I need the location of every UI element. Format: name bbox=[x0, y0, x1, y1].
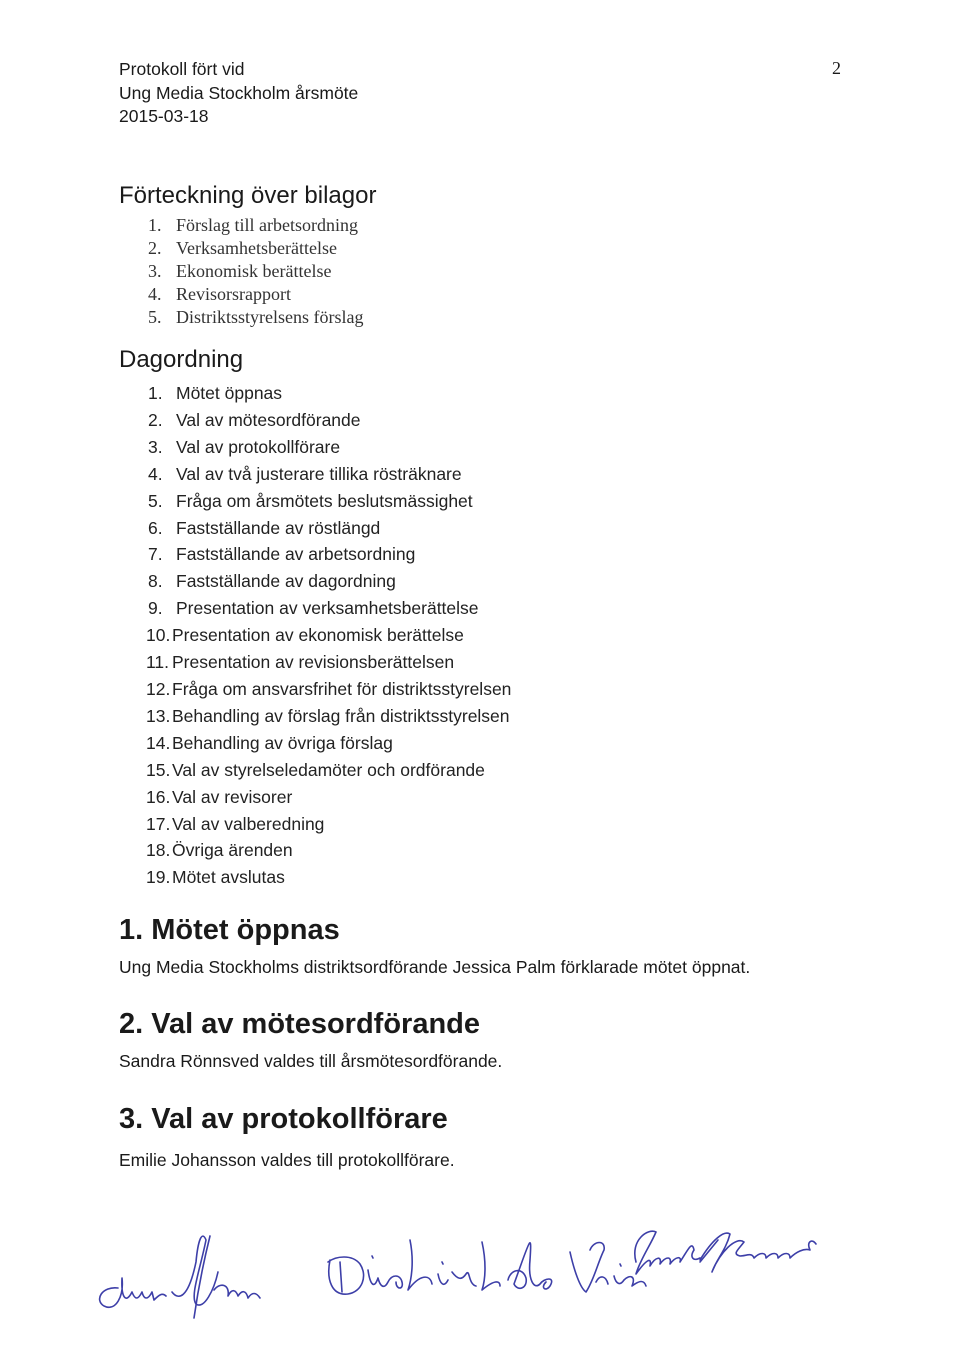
list-item: 5. Distriktsstyrelsens förslag bbox=[148, 307, 364, 327]
list-item: 10.Presentation av ekonomisk berättelse bbox=[146, 625, 464, 646]
list-item: 7. Fastställande av arbetsordning bbox=[148, 544, 416, 565]
agenda-list bbox=[148, 380, 511, 891]
attachments-list bbox=[148, 214, 363, 329]
signatures bbox=[0, 1200, 960, 1350]
signature-emilie-johansson bbox=[100, 1236, 260, 1318]
list-item: 3. Val av protokollförare bbox=[148, 436, 341, 457]
list-item: 3. Ekonomisk berättelse bbox=[148, 261, 332, 281]
attachments-heading: Förteckning över bilagor bbox=[119, 182, 377, 209]
list-item: 9. Presentation av verksamhetsberättelse bbox=[148, 598, 479, 619]
list-item: 8. Fastställande av dagordning bbox=[148, 571, 396, 592]
list-item: 13.Behandling av förslag från distriktsstyrelsen bbox=[146, 705, 510, 726]
section-2-text: Sandra Rönnsved valdes till årsmötesordförande. bbox=[119, 1051, 503, 1071]
signature-sandra-ronnsved bbox=[635, 1231, 816, 1274]
list-item: 11. Presentation av revisionsberättelsen bbox=[146, 652, 455, 673]
section-1-title: 1. Mötet öppnas bbox=[119, 914, 340, 946]
header-title: Protokoll fört vid bbox=[119, 59, 245, 79]
header-date: 2015-03-18 bbox=[119, 106, 209, 126]
header-organization: Ung Media Stockholm årsmöte bbox=[119, 82, 359, 103]
list-item: 16.Val av revisorer bbox=[146, 786, 293, 807]
list-item: 15.Val av styrelseledamöter och ordförande bbox=[146, 759, 485, 780]
list-item: 2. Val av mötesordförande bbox=[148, 409, 361, 430]
list-item: 18.Övriga ärenden bbox=[146, 840, 293, 861]
section-2-title: 2. Val av mötesordförande bbox=[119, 1008, 481, 1040]
signatures-svg bbox=[0, 1200, 960, 1350]
list-item: 14.Behandling av övriga förslag bbox=[146, 732, 393, 753]
list-item: 17.Val av valberedning bbox=[146, 813, 325, 834]
signature-diederik-de-vries bbox=[328, 1240, 646, 1294]
document-header bbox=[119, 58, 358, 129]
list-item: 1. Förslag till arbetsordning bbox=[148, 215, 358, 235]
section-3-title: 3. Val av protokollförare bbox=[119, 1103, 448, 1135]
list-item: 6. Fastställande av röstlängd bbox=[148, 517, 381, 538]
agenda-heading: Dagordning bbox=[119, 346, 244, 373]
section-3-text: Emilie Johansson valdes till protokollförare. bbox=[119, 1150, 455, 1170]
list-item: 2. Verksamhetsberättelse bbox=[148, 238, 337, 258]
list-item: 4. Val av två justerare tillika rösträknare bbox=[148, 463, 462, 484]
list-item: 5. Fråga om årsmötets beslutsmässighet bbox=[148, 490, 473, 511]
page-number: 2 bbox=[832, 58, 841, 78]
list-item: 1. Mötet öppnas bbox=[148, 383, 283, 403]
list-item: 12.Fråga om ansvarsfrihet för distriktsstyrelsen bbox=[146, 678, 512, 699]
list-item: 19.Mötet avslutas bbox=[146, 867, 285, 888]
section-1-text: Ung Media Stockholms distriktsordförande Jessica Palm förklarade mötet öppnat. bbox=[119, 957, 751, 977]
list-item: 4. Revisorsrapport bbox=[148, 284, 291, 304]
